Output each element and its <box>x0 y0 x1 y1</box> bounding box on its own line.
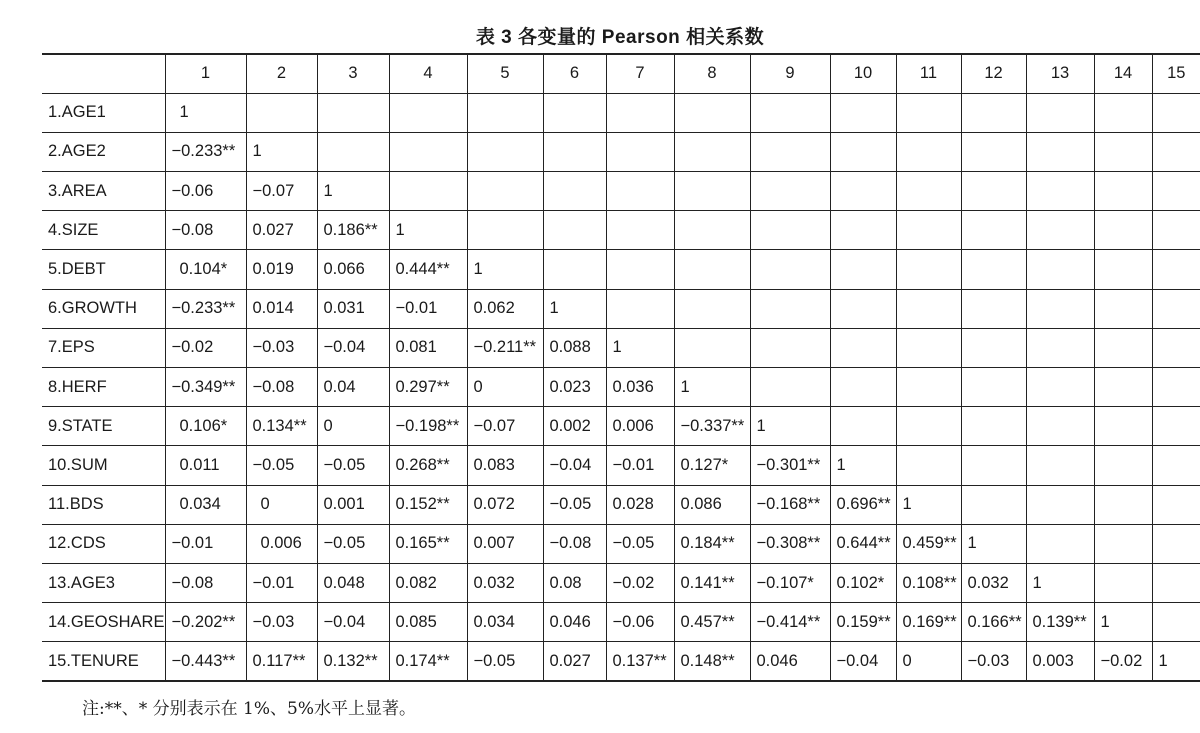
correlation-cell <box>830 211 896 250</box>
correlation-cell <box>750 132 830 171</box>
table-row <box>42 172 1200 211</box>
correlation-cell: −0.03 <box>961 642 1026 681</box>
correlation-cell: −0.211** <box>467 328 543 367</box>
column-header: 14 <box>1094 54 1152 93</box>
correlation-cell: 0.297** <box>389 368 467 407</box>
correlation-cell: 0.032 <box>961 563 1026 602</box>
correlation-cell <box>606 211 674 250</box>
correlation-cell: −0.03 <box>246 603 317 642</box>
correlation-cell <box>317 132 389 171</box>
correlation-cell: −0.01 <box>389 289 467 328</box>
correlation-cell: −0.05 <box>246 446 317 485</box>
correlation-cell: 0.066 <box>317 250 389 289</box>
correlation-cell: −0.01 <box>165 524 246 563</box>
column-header: 15 <box>1152 54 1200 93</box>
table-body <box>42 93 1200 681</box>
correlation-cell <box>674 289 750 328</box>
column-header: 8 <box>674 54 750 93</box>
correlation-cell <box>543 211 606 250</box>
correlation-cell <box>1094 172 1152 211</box>
correlation-cell: −0.01 <box>246 563 317 602</box>
correlation-cell: −0.05 <box>543 485 606 524</box>
correlation-cell <box>830 289 896 328</box>
correlation-cell: −0.443** <box>165 642 246 681</box>
correlation-cell: 0.106* <box>165 407 246 446</box>
correlation-cell: 0.444** <box>389 250 467 289</box>
table-row <box>42 250 1200 289</box>
correlation-cell: −0.08 <box>165 563 246 602</box>
correlation-cell: 1 <box>961 524 1026 563</box>
correlation-cell: −0.168** <box>750 485 830 524</box>
correlation-cell: −0.08 <box>543 524 606 563</box>
correlation-cell: 0.134** <box>246 407 317 446</box>
row-label: 7.EPS <box>42 328 165 367</box>
correlation-cell <box>543 132 606 171</box>
correlation-cell: 0.104* <box>165 250 246 289</box>
correlation-cell <box>1152 485 1200 524</box>
correlation-cell: 0.086 <box>674 485 750 524</box>
correlation-cell <box>606 93 674 132</box>
correlation-cell: 0.034 <box>165 485 246 524</box>
correlation-cell <box>1026 446 1094 485</box>
correlation-cell: 0.072 <box>467 485 543 524</box>
correlation-cell: 0.081 <box>389 328 467 367</box>
correlation-cell: 0.268** <box>389 446 467 485</box>
row-label: 8.HERF <box>42 368 165 407</box>
correlation-cell: −0.107* <box>750 563 830 602</box>
correlation-cell <box>1094 250 1152 289</box>
correlation-cell: 0.001 <box>317 485 389 524</box>
correlation-cell: 0.023 <box>543 368 606 407</box>
correlation-cell: 1 <box>896 485 961 524</box>
correlation-cell: 0.011 <box>165 446 246 485</box>
correlation-cell <box>1094 446 1152 485</box>
correlation-cell <box>1094 524 1152 563</box>
correlation-cell <box>961 368 1026 407</box>
correlation-cell: 0.04 <box>317 368 389 407</box>
column-header: 10 <box>830 54 896 93</box>
correlation-cell <box>961 172 1026 211</box>
correlation-cell <box>1026 132 1094 171</box>
table-note: 注:**、* 分别表示在 1%、5%水平上显著。 <box>82 699 416 719</box>
correlation-cell: −0.06 <box>165 172 246 211</box>
correlation-cell <box>750 172 830 211</box>
correlation-cell: −0.233** <box>165 289 246 328</box>
correlation-cell <box>830 407 896 446</box>
correlation-cell <box>1026 211 1094 250</box>
correlation-cell: 0.108** <box>896 563 961 602</box>
correlation-cell: −0.233** <box>165 132 246 171</box>
column-header: 9 <box>750 54 830 93</box>
correlation-cell: 0.006 <box>246 524 317 563</box>
row-label: 2.AGE2 <box>42 132 165 171</box>
correlation-cell: 0.184** <box>674 524 750 563</box>
correlation-cell: 0.034 <box>467 603 543 642</box>
correlation-cell <box>896 132 961 171</box>
correlation-cell <box>1152 524 1200 563</box>
correlation-cell: −0.04 <box>830 642 896 681</box>
table-row <box>42 603 1200 642</box>
correlation-cell: −0.349** <box>165 368 246 407</box>
correlation-cell <box>674 132 750 171</box>
column-header: 11 <box>896 54 961 93</box>
correlation-cell: −0.05 <box>467 642 543 681</box>
correlation-cell: 0.082 <box>389 563 467 602</box>
correlation-cell <box>1026 172 1094 211</box>
correlation-cell <box>1152 407 1200 446</box>
correlation-cell: −0.08 <box>246 368 317 407</box>
correlation-cell <box>389 132 467 171</box>
correlation-cell <box>1026 368 1094 407</box>
correlation-cell: 0.088 <box>543 328 606 367</box>
correlation-cell: 0 <box>246 485 317 524</box>
correlation-cell: 0.165** <box>389 524 467 563</box>
correlation-cell <box>1152 132 1200 171</box>
correlation-cell: 0.148** <box>674 642 750 681</box>
correlation-cell <box>1094 132 1152 171</box>
correlation-cell: −0.04 <box>543 446 606 485</box>
row-label: 3.AREA <box>42 172 165 211</box>
table-row <box>42 485 1200 524</box>
correlation-cell: 0.027 <box>246 211 317 250</box>
correlation-cell <box>1152 93 1200 132</box>
row-label: 6.GROWTH <box>42 289 165 328</box>
correlation-cell: 0.046 <box>750 642 830 681</box>
correlation-cell: −0.03 <box>246 328 317 367</box>
correlation-cell <box>1094 407 1152 446</box>
correlation-cell: 0.459** <box>896 524 961 563</box>
correlation-cell: 0.457** <box>674 603 750 642</box>
correlation-cell: 1 <box>543 289 606 328</box>
correlation-cell <box>1152 172 1200 211</box>
correlation-cell <box>467 211 543 250</box>
table-row <box>42 289 1200 328</box>
header-row <box>42 54 1200 93</box>
correlation-cell: −0.07 <box>467 407 543 446</box>
correlation-cell <box>830 368 896 407</box>
correlation-cell <box>896 93 961 132</box>
row-label: 10.SUM <box>42 446 165 485</box>
correlation-cell: 0.127* <box>674 446 750 485</box>
correlation-cell: 0.085 <box>389 603 467 642</box>
correlation-cell <box>830 132 896 171</box>
correlation-cell: −0.06 <box>606 603 674 642</box>
correlation-cell: 0.117** <box>246 642 317 681</box>
correlation-cell <box>896 250 961 289</box>
correlation-cell <box>1152 563 1200 602</box>
correlation-cell <box>1094 211 1152 250</box>
row-label: 14.GEOSHARE <box>42 603 165 642</box>
correlation-cell: −0.04 <box>317 603 389 642</box>
column-header: 6 <box>543 54 606 93</box>
correlation-cell <box>543 250 606 289</box>
correlation-cell: 0.141** <box>674 563 750 602</box>
correlation-cell: −0.05 <box>606 524 674 563</box>
correlation-cell: 0.159** <box>830 603 896 642</box>
correlation-cell: −0.02 <box>165 328 246 367</box>
correlation-cell <box>961 93 1026 132</box>
correlation-cell: 0.644** <box>830 524 896 563</box>
correlation-cell: −0.01 <box>606 446 674 485</box>
correlation-cell <box>1094 289 1152 328</box>
row-label: 4.SIZE <box>42 211 165 250</box>
correlation-cell <box>961 132 1026 171</box>
correlation-cell: −0.08 <box>165 211 246 250</box>
table-row <box>42 563 1200 602</box>
correlation-cell <box>606 289 674 328</box>
table-title: 表 3 各变量的 Pearson 相关系数 <box>475 27 765 48</box>
correlation-cell <box>1094 485 1152 524</box>
correlation-cell: 0.08 <box>543 563 606 602</box>
correlation-cell: 0.019 <box>246 250 317 289</box>
column-header: 12 <box>961 54 1026 93</box>
correlation-cell <box>896 328 961 367</box>
table-row <box>42 368 1200 407</box>
correlation-cell: 0.014 <box>246 289 317 328</box>
correlation-cell: 0.003 <box>1026 642 1094 681</box>
correlation-cell: 0.006 <box>606 407 674 446</box>
correlation-cell <box>674 211 750 250</box>
correlation-cell <box>467 172 543 211</box>
correlation-cell <box>1152 328 1200 367</box>
correlation-cell <box>961 211 1026 250</box>
correlation-cell <box>896 407 961 446</box>
correlation-cell <box>1152 211 1200 250</box>
row-label: 1.AGE1 <box>42 93 165 132</box>
correlation-cell: 1 <box>467 250 543 289</box>
correlation-cell <box>961 446 1026 485</box>
correlation-cell <box>1026 407 1094 446</box>
correlation-cell <box>750 368 830 407</box>
correlation-cell <box>961 289 1026 328</box>
correlation-cell <box>389 172 467 211</box>
correlation-cell <box>1026 328 1094 367</box>
correlation-cell <box>317 93 389 132</box>
correlation-cell <box>606 172 674 211</box>
correlation-cell: 0.032 <box>467 563 543 602</box>
correlation-cell <box>467 132 543 171</box>
correlation-cell <box>750 211 830 250</box>
correlation-cell: 0.186** <box>317 211 389 250</box>
table-row <box>42 642 1200 681</box>
correlation-cell: −0.414** <box>750 603 830 642</box>
correlation-cell <box>1026 250 1094 289</box>
correlation-cell <box>1094 368 1152 407</box>
correlation-cell: 0.046 <box>543 603 606 642</box>
correlation-cell: 0.002 <box>543 407 606 446</box>
correlation-cell: −0.202** <box>165 603 246 642</box>
correlation-cell <box>896 446 961 485</box>
correlation-cell: 1 <box>674 368 750 407</box>
correlation-cell: −0.07 <box>246 172 317 211</box>
correlation-cell <box>961 485 1026 524</box>
correlation-table <box>42 53 1200 682</box>
correlation-cell <box>674 250 750 289</box>
correlation-cell <box>1094 93 1152 132</box>
column-header: 13 <box>1026 54 1094 93</box>
correlation-cell <box>1026 289 1094 328</box>
correlation-cell: 0.174** <box>389 642 467 681</box>
correlation-cell: 1 <box>317 172 389 211</box>
correlation-cell <box>606 132 674 171</box>
row-label: 15.TENURE <box>42 642 165 681</box>
correlation-cell <box>750 328 830 367</box>
correlation-cell <box>961 407 1026 446</box>
column-header: 7 <box>606 54 674 93</box>
correlation-cell <box>961 328 1026 367</box>
correlation-cell: 0.062 <box>467 289 543 328</box>
correlation-cell: 0.696** <box>830 485 896 524</box>
correlation-cell: 0.028 <box>606 485 674 524</box>
correlation-cell <box>896 289 961 328</box>
correlation-cell: 1 <box>246 132 317 171</box>
correlation-cell <box>1026 93 1094 132</box>
correlation-cell: −0.337** <box>674 407 750 446</box>
row-label: 9.STATE <box>42 407 165 446</box>
row-label: 12.CDS <box>42 524 165 563</box>
correlation-cell <box>606 250 674 289</box>
correlation-cell <box>961 250 1026 289</box>
correlation-cell: −0.308** <box>750 524 830 563</box>
column-header: 3 <box>317 54 389 93</box>
row-label: 11.BDS <box>42 485 165 524</box>
table-row <box>42 93 1200 132</box>
correlation-cell: 0.169** <box>896 603 961 642</box>
column-header: 2 <box>246 54 317 93</box>
table-row <box>42 132 1200 171</box>
correlation-cell <box>830 93 896 132</box>
correlation-cell: 1 <box>830 446 896 485</box>
correlation-cell: 0.036 <box>606 368 674 407</box>
correlation-cell: 0.137** <box>606 642 674 681</box>
correlation-cell: −0.198** <box>389 407 467 446</box>
column-header: 4 <box>389 54 467 93</box>
correlation-cell <box>467 93 543 132</box>
correlation-cell <box>1152 368 1200 407</box>
correlation-cell <box>830 328 896 367</box>
correlation-cell <box>674 93 750 132</box>
table-row <box>42 407 1200 446</box>
correlation-cell: 1 <box>1026 563 1094 602</box>
correlation-cell: −0.05 <box>317 446 389 485</box>
correlation-cell <box>1026 485 1094 524</box>
correlation-cell: 1 <box>165 93 246 132</box>
correlation-cell: 0.007 <box>467 524 543 563</box>
correlation-cell <box>543 93 606 132</box>
correlation-cell <box>830 172 896 211</box>
correlation-cell: 0.139** <box>1026 603 1094 642</box>
correlation-cell <box>674 328 750 367</box>
correlation-cell: 0.102* <box>830 563 896 602</box>
correlation-cell: 0.031 <box>317 289 389 328</box>
correlation-cell: 1 <box>750 407 830 446</box>
correlation-cell: 0.027 <box>543 642 606 681</box>
table-row <box>42 446 1200 485</box>
correlation-cell <box>389 93 467 132</box>
correlation-cell: 1 <box>1094 603 1152 642</box>
table-row <box>42 211 1200 250</box>
correlation-cell: 0 <box>467 368 543 407</box>
correlation-cell <box>674 172 750 211</box>
correlation-cell: 0.152** <box>389 485 467 524</box>
correlation-cell: 0.166** <box>961 603 1026 642</box>
correlation-cell <box>1152 446 1200 485</box>
correlation-cell: −0.05 <box>317 524 389 563</box>
correlation-cell: 1 <box>389 211 467 250</box>
table-row <box>42 328 1200 367</box>
row-label: 5.DEBT <box>42 250 165 289</box>
correlation-cell <box>830 250 896 289</box>
correlation-cell: −0.02 <box>606 563 674 602</box>
correlation-cell <box>1152 250 1200 289</box>
correlation-cell <box>750 93 830 132</box>
table-row <box>42 524 1200 563</box>
correlation-cell: −0.02 <box>1094 642 1152 681</box>
correlation-cell: −0.04 <box>317 328 389 367</box>
row-label: 13.AGE3 <box>42 563 165 602</box>
correlation-cell <box>1026 524 1094 563</box>
correlation-cell: 0.132** <box>317 642 389 681</box>
correlation-cell <box>896 211 961 250</box>
column-header: 1 <box>165 54 246 93</box>
correlation-cell <box>896 172 961 211</box>
correlation-cell: 0 <box>896 642 961 681</box>
correlation-cell <box>1094 328 1152 367</box>
correlation-cell <box>1152 603 1200 642</box>
table-header <box>42 54 1200 93</box>
correlation-cell <box>750 250 830 289</box>
correlation-cell <box>750 289 830 328</box>
column-header: 5 <box>467 54 543 93</box>
correlation-cell: 0.083 <box>467 446 543 485</box>
correlation-cell <box>246 93 317 132</box>
correlation-cell: 1 <box>1152 642 1200 681</box>
correlation-cell <box>543 172 606 211</box>
correlation-cell <box>1094 563 1152 602</box>
correlation-cell: 0 <box>317 407 389 446</box>
correlation-cell <box>1152 289 1200 328</box>
correlation-cell <box>896 368 961 407</box>
correlation-cell: −0.301** <box>750 446 830 485</box>
correlation-cell: 0.048 <box>317 563 389 602</box>
header-corner-cell <box>42 54 165 93</box>
correlation-cell: 1 <box>606 328 674 367</box>
